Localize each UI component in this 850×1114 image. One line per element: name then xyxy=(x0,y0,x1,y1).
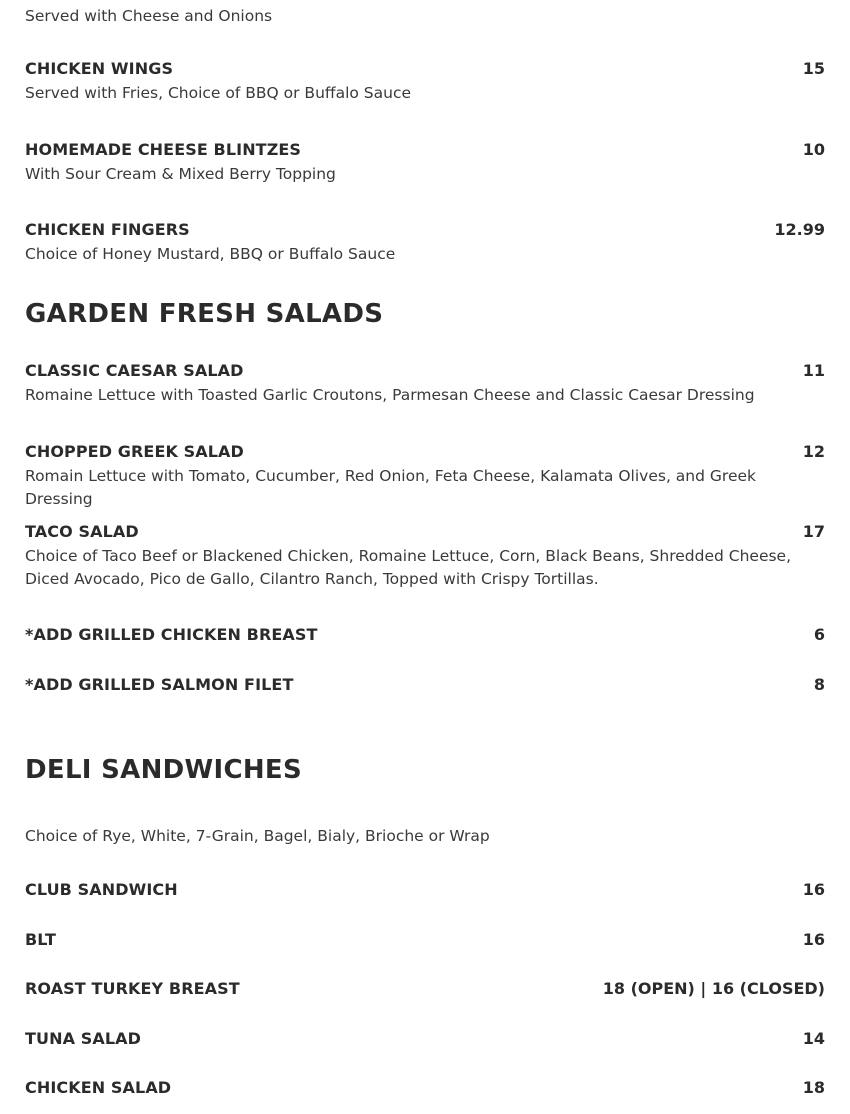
menu-item-club-sandwich xyxy=(25,880,825,899)
item-description: Choice of Taco Beef or Blackened Chicken, Romaine Lettuce, Corn, Black Beans, Shredded Cheese, Diced Avocado, Pico de Gallo, Cilantro Ranch, Topped with Crispy Tortillas. xyxy=(25,547,792,588)
item-description: With Sour Cream & Mixed Berry Topping xyxy=(25,165,336,183)
item-name: CLUB SANDWICH xyxy=(25,880,178,899)
item-price: 15 xyxy=(802,59,825,78)
item-description: Romain Lettuce with Tomato, Cucumber, Red Onion, Feta Cheese, Kalamata Olives, and Greek Dressing xyxy=(25,467,756,508)
item-price: 10 xyxy=(802,140,825,159)
item-price: 12.99 xyxy=(774,220,825,239)
item-price: 18 xyxy=(802,1078,825,1097)
item-price: 16 xyxy=(802,880,825,899)
menu-item-blt xyxy=(25,930,825,949)
addon-price: 8 xyxy=(813,675,825,694)
menu-item-chicken-salad xyxy=(25,1078,825,1097)
item-name: CLASSIC CAESAR SALAD xyxy=(25,361,244,380)
item-price: 12 xyxy=(802,442,825,461)
menu-item-caesar-salad xyxy=(25,361,825,407)
addon-name: *ADD GRILLED SALMON FILET xyxy=(25,675,294,694)
item-name: CHICKEN FINGERS xyxy=(25,220,190,239)
item-name: CHICKEN WINGS xyxy=(25,59,174,78)
item-name: HOMEMADE CHEESE BLINTZES xyxy=(25,140,302,159)
menu-item-roast-turkey xyxy=(25,979,825,998)
item-name: ROAST TURKEY BREAST xyxy=(25,979,240,998)
item-name: BLT xyxy=(25,930,56,949)
menu-item-chicken-fingers xyxy=(25,220,825,266)
sandwich-bread-choices: Choice of Rye, White, 7-Grain, Bagel, Bialy, Brioche or Wrap xyxy=(25,827,490,845)
item-price: 11 xyxy=(802,361,825,380)
menu-item-chicken-wings xyxy=(25,59,825,105)
section-title-salads: GARDEN FRESH SALADS xyxy=(25,299,384,329)
item-price: 18 (OPEN) | 16 (CLOSED) xyxy=(602,979,825,998)
item-price: 14 xyxy=(802,1029,825,1048)
item-price: 16 xyxy=(802,930,825,949)
menu-item-taco-salad xyxy=(25,522,825,591)
addon-name: *ADD GRILLED CHICKEN BREAST xyxy=(25,625,318,644)
item-description: Romaine Lettuce with Toasted Garlic Croutons, Parmesan Cheese and Classic Caesar Dressing xyxy=(25,386,755,404)
menu-item-greek-salad xyxy=(25,442,825,511)
section-title-sandwiches: DELI SANDWICHES xyxy=(25,755,303,785)
item-description: Served with Fries, Choice of BBQ or Buffalo Sauce xyxy=(25,84,412,102)
menu-page xyxy=(25,0,825,1114)
item-name: CHOPPED GREEK SALAD xyxy=(25,442,244,461)
addon-price: 6 xyxy=(813,625,825,644)
item-price: 17 xyxy=(802,522,825,541)
addon-grilled-salmon xyxy=(25,675,825,694)
item-description: Choice of Honey Mustard, BBQ or Buffalo Sauce xyxy=(25,245,396,263)
addon-grilled-chicken xyxy=(25,625,825,644)
item-name: CHICKEN SALAD xyxy=(25,1078,172,1097)
top-item-description: Served with Cheese and Onions xyxy=(25,7,273,25)
menu-item-tuna-salad xyxy=(25,1029,825,1048)
item-name: TACO SALAD xyxy=(25,522,139,541)
item-name: TUNA SALAD xyxy=(25,1029,142,1048)
menu-item-cheese-blintzes xyxy=(25,140,825,186)
